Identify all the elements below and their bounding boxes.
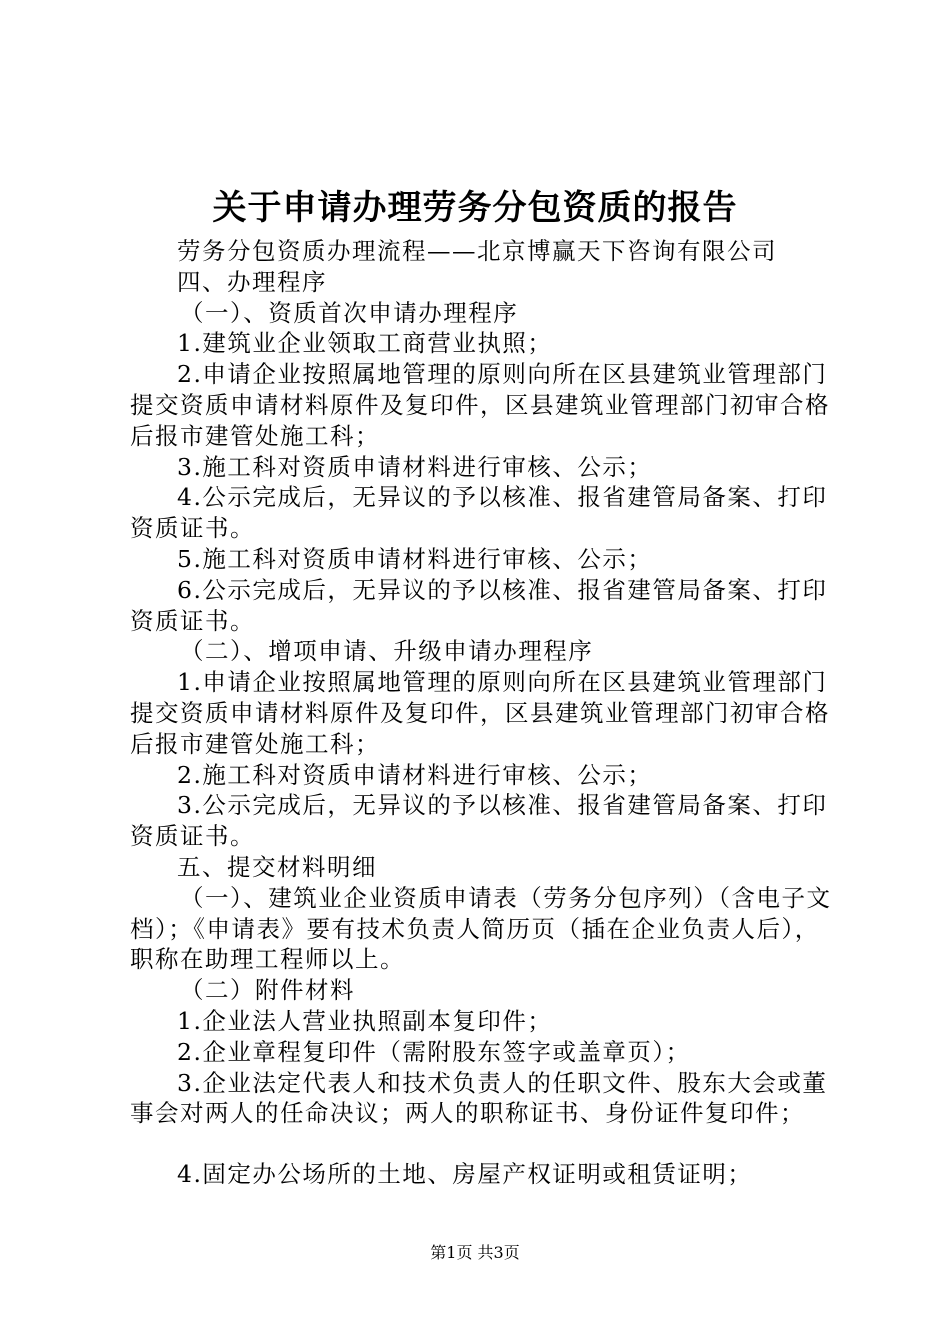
subsection-paragraph: （一）、建筑业企业资质申请表（劳务分包序列）（含电子文档）；《申请表》要有技术负责人简历页（插在企业负责人后），职称在助理工程师以上。 — [130, 883, 832, 974]
list-item: 6.公示完成后，无异议的予以核准、报省建管局备案、打印资质证书。 — [130, 575, 828, 635]
subsection-heading: （一）、资质首次申请办理程序 — [180, 298, 519, 327]
list-item: 2.申请企业按照属地管理的原则向所在区县建筑业管理部门提交资质申请材料原件及复印件，区县建筑业管理部门初审合格后报市建管处施工科； — [130, 360, 830, 450]
page-title: 关于申请办理劳务分包资质的报告 — [212, 188, 738, 228]
list-item: 1.企业法人营业执照副本复印件； — [177, 1006, 553, 1035]
list-item: 3.施工科对资质申请材料进行审核、公示； — [177, 452, 653, 481]
list-item: 4.固定办公场所的土地、房屋产权证明或租赁证明； — [177, 1160, 753, 1189]
list-item: 4.公示完成后，无异议的予以核准、报省建管局备案、打印资质证书。 — [130, 483, 828, 543]
document-body — [130, 236, 835, 1190]
list-item: 2.施工科对资质申请材料进行审核、公示； — [177, 760, 653, 789]
list-item: 1.建筑业企业领取工商营业执照； — [177, 329, 553, 358]
list-item: 3.企业法定代表人和技术负责人的任职文件、股东大会或董事会对两人的任命决议；两人的职称证书、身份证件复印件； — [130, 1068, 828, 1128]
section-heading: 四、办理程序 — [177, 267, 327, 296]
list-item: 3.公示完成后，无异议的予以核准、报省建管局备案、打印资质证书。 — [130, 791, 828, 851]
page-footer: 第1页 共3页 — [430, 1243, 520, 1262]
list-item: 5.施工科对资质申请材料进行审核、公示； — [177, 544, 653, 573]
section-heading: 五、提交材料明细 — [177, 852, 377, 881]
subsection-heading: （二）、增项申请、升级申请办理程序 — [180, 637, 594, 666]
list-item: 1.申请企业按照属地管理的原则向所在区县建筑业管理部门提交资质申请材料原件及复印件，区县建筑业管理部门初审合格后报市建管处施工科； — [130, 668, 830, 758]
list-item: 2.企业章程复印件（需附股东签字或盖章页）； — [177, 1037, 691, 1066]
subsection-heading: （二）附件材料 — [180, 976, 355, 1005]
intro-line: 劳务分包资质办理流程——北京博赢天下咨询有限公司 — [177, 237, 777, 265]
